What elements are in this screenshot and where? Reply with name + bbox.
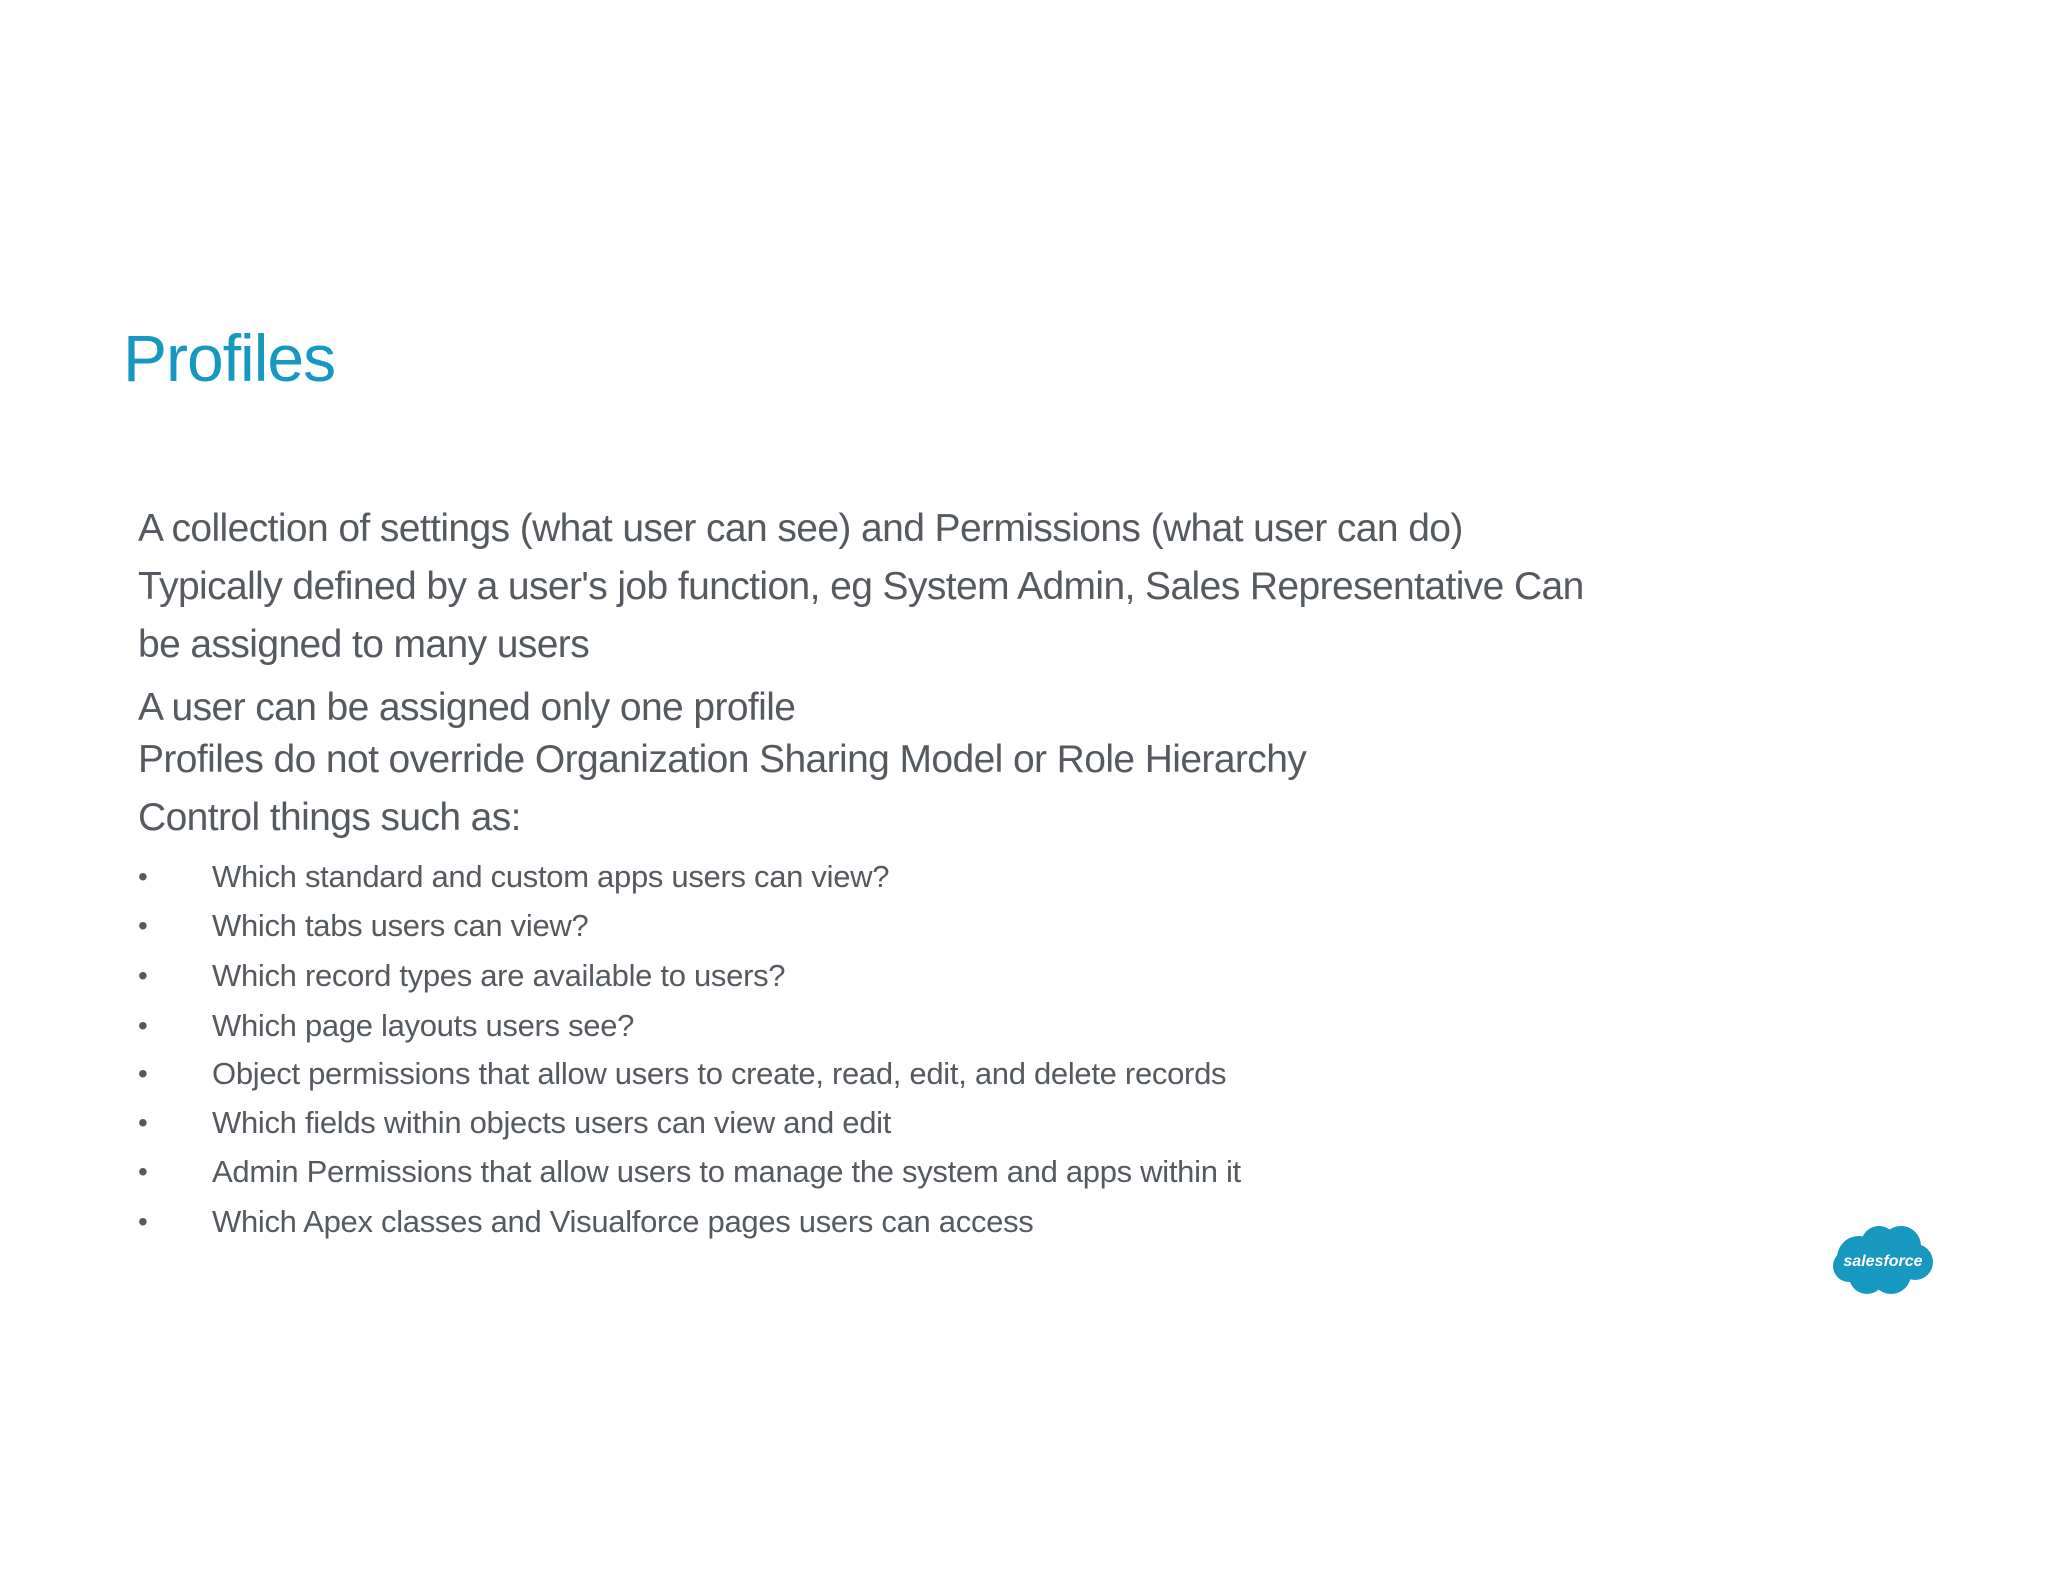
- list-item: [0, 1202, 1400, 1242]
- bullet-marker: •: [138, 1058, 148, 1089]
- body-line-one-profile: A user can be assigned only one profile: [138, 686, 796, 729]
- list-item-text: Which Apex classes and Visualforce pages users can access: [212, 1204, 1034, 1239]
- list-item: [0, 857, 1400, 897]
- slide-title: Profiles: [123, 321, 336, 395]
- salesforce-logo: [1829, 1222, 1937, 1298]
- list-item: [0, 906, 1400, 946]
- logo-text: salesforce: [1843, 1253, 1923, 1270]
- list-item: [0, 956, 1400, 996]
- bullet-marker: •: [138, 910, 148, 941]
- list-item: [0, 1152, 1400, 1192]
- body-line-collection: A collection of settings (what user can see) and Permissions (what user can do): [138, 507, 1463, 550]
- list-item-text: Admin Permissions that allow users to manage the system and apps within it: [212, 1154, 1241, 1189]
- bullet-marker: •: [138, 1010, 148, 1041]
- list-item-text: Which page layouts users see?: [212, 1008, 635, 1043]
- body-line-assigned-many: be assigned to many users: [138, 623, 590, 666]
- list-item-text: Which tabs users can view?: [212, 908, 589, 943]
- bullet-marker: •: [138, 1107, 148, 1138]
- list-item-text: Which fields within objects users can view and edit: [212, 1105, 892, 1140]
- bullet-marker: •: [138, 1206, 148, 1237]
- bullet-marker: •: [138, 960, 148, 991]
- list-item: [0, 1054, 1400, 1094]
- list-item: [0, 1006, 1400, 1046]
- list-item-text: Which standard and custom apps users can view?: [212, 859, 890, 894]
- list-item-text: Object permissions that allow users to create, read, edit, and delete records: [212, 1056, 1227, 1091]
- body-line-no-override: Profiles do not override Organization Sharing Model or Role Hierarchy: [138, 738, 1307, 781]
- bullet-marker: •: [138, 1156, 148, 1187]
- list-item-text: Which record types are available to users?: [212, 958, 786, 993]
- body-line-control-things: Control things such as:: [138, 796, 521, 839]
- bullet-marker: •: [138, 861, 148, 892]
- body-line-job-function: Typically defined by a user's job function, eg System Admin, Sales Representative Can: [138, 565, 1584, 608]
- list-item: [0, 1103, 1400, 1143]
